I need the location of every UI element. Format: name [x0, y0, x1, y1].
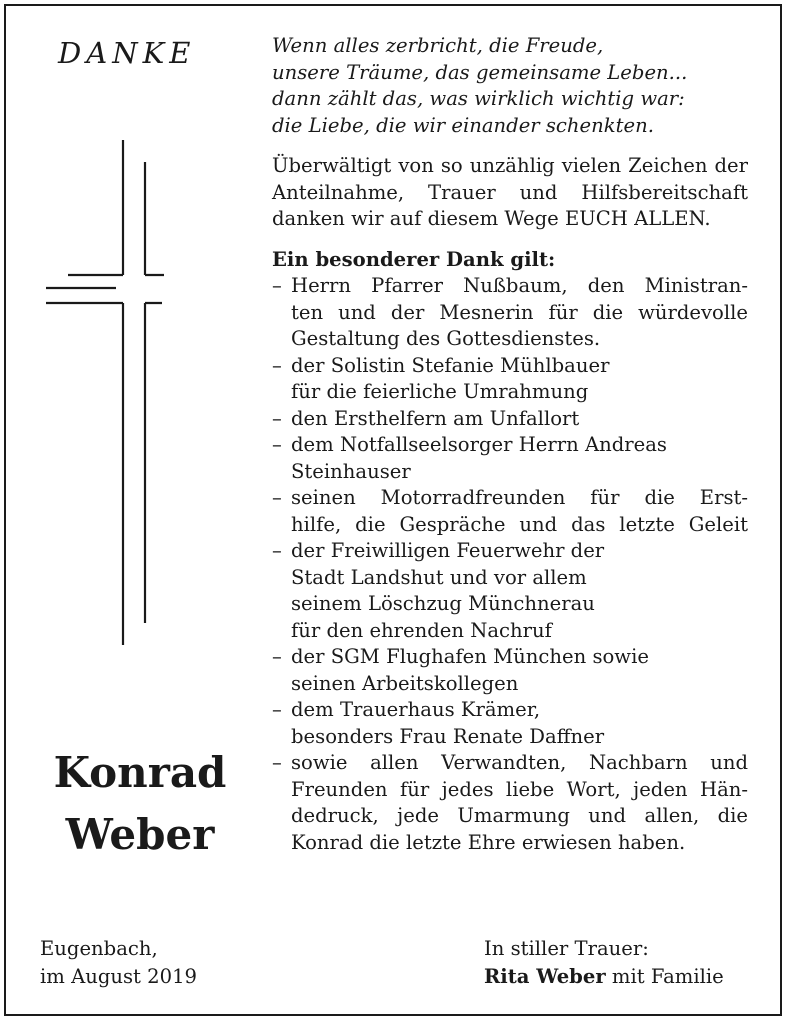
- thanks-item-line: hilfe, die Gespräche und das letzte Geleit: [291, 512, 748, 536]
- deceased-name: [40, 742, 240, 866]
- place-date: [40, 935, 197, 991]
- thanks-item-line: – der SGM Flughafen München sowie: [291, 645, 649, 668]
- thanks-list: [272, 273, 748, 856]
- deceased-last-name: Weber: [65, 810, 215, 859]
- thanks-item-line: ten und der Mesnerin für die würdevolle: [291, 300, 748, 324]
- thanks-item-line: Gestaltung des Gottesdienstes.: [291, 327, 601, 350]
- thanks-item-line: – dem Trauerhaus Krämer,: [291, 698, 541, 721]
- thanks-item: [272, 273, 748, 353]
- thanks-heading: Ein besonderer Dank gilt:: [272, 247, 556, 271]
- thanks-item: [272, 644, 748, 697]
- poem-line: dann zählt das, was wirklich wichtig war:: [272, 87, 685, 110]
- thanks-item-line: – den Ersthelfern am Unfallort: [291, 406, 580, 430]
- thanks-item-line: – der Freiwilligen Feuerwehr der: [291, 539, 605, 562]
- thanks-item: [272, 538, 748, 644]
- thanks-item: [272, 432, 748, 485]
- mourners-heading: In stiller Trauer:: [484, 937, 649, 960]
- mourners-line: [484, 963, 724, 991]
- notice-body: [272, 33, 748, 856]
- thanks-item-line: Konrad die letzte Ehre erwiesen haben.: [291, 830, 686, 854]
- thanks-item-line: – sowie allen Verwandten, Nachbarn und: [291, 751, 748, 774]
- thanks-item-line: für den ehrenden Nachruf: [291, 618, 552, 642]
- mourners: [484, 935, 724, 991]
- thanks-item: [272, 406, 748, 433]
- cross-icon: [44, 140, 164, 650]
- poem: [272, 33, 748, 139]
- thanks-item-line: besonders Frau Renate Daffner: [291, 724, 605, 748]
- thanks-item-line: seinem Löschzug Münchnerau: [291, 592, 595, 615]
- thanks-item: [272, 697, 748, 750]
- thanks-item-line: dedruck, jede Umarmung und allen, die: [291, 804, 748, 827]
- thanks-item-line: – Herrn Pfarrer Nußbaum, den Ministran-: [291, 274, 748, 297]
- thanks-item: [272, 750, 748, 856]
- thanks-item-line: – dem Notfallseelsorger Herrn Andreas: [291, 433, 667, 456]
- mourner-suffix: mit Familie: [605, 965, 724, 988]
- thanks-item-line: Freunden für jedes liebe Wort, jeden Hän-: [291, 777, 748, 801]
- thanks-item-line: – seinen Motorradfreunden für die Erst-: [291, 486, 748, 509]
- poem-line: Wenn alles zerbricht, die Freude,: [272, 34, 604, 57]
- thanks-item-line: seinen Arbeitskollegen: [291, 671, 519, 695]
- notice-heading: DANKE: [58, 36, 196, 70]
- thanks-item-line: – der Solistin Stefanie Mühlbauer: [291, 353, 610, 377]
- thanks-item-line: Steinhauser: [291, 459, 411, 483]
- place: Eugenbach,: [40, 937, 158, 960]
- deceased-first-name: Konrad: [53, 748, 227, 797]
- mourner-name: Rita Weber: [484, 965, 606, 988]
- thanks-item-line: Stadt Landshut und vor allem: [291, 565, 587, 589]
- thanks-item: [272, 485, 748, 538]
- thanks-item: [272, 353, 748, 406]
- thanks-item-line: für die feierliche Umrahmung: [291, 380, 589, 403]
- poem-line: die Liebe, die wir einander schenkten.: [272, 113, 654, 137]
- poem-line: unsere Träume, das gemeinsame Leben...: [272, 60, 688, 84]
- date: im August 2019: [40, 965, 198, 988]
- intro-paragraph: Überwältigt von so unzählig vielen Zeichen der Anteilnahme, Trauer und Hilfsbereitschaft danken wir auf diesem Wege EUCH ALLEN.: [272, 154, 748, 230]
